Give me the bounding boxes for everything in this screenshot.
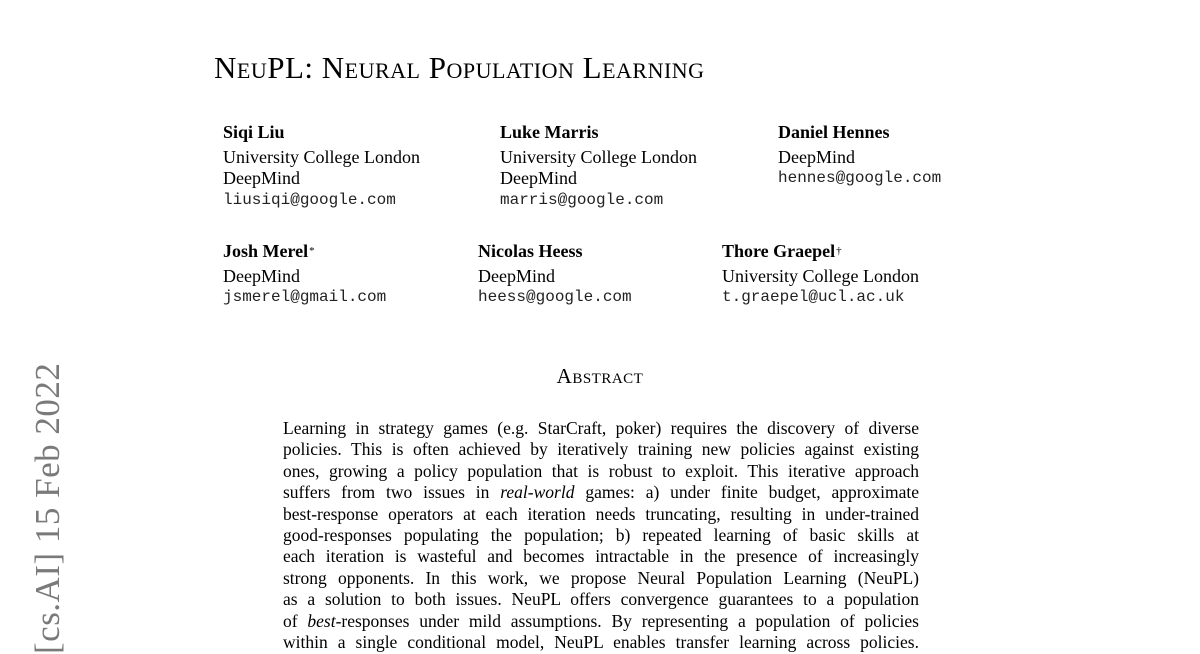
author-block — [223, 241, 386, 309]
author-name: Nicolas Heess — [478, 241, 583, 261]
author-affiliation: DeepMind — [223, 168, 300, 188]
author-name: Daniel Hennes — [778, 122, 890, 142]
paper-title: NeuPL: Neural Population Learning — [214, 50, 705, 85]
author-email: t.graepel@ucl.ac.uk — [722, 288, 905, 306]
arxiv-side-stamp: [cs.AI] 15 Feb 2022 — [28, 362, 67, 654]
abstract-line: strong opponents. In this work, we propose Neural Population Learning (NeuPL) — [283, 567, 919, 588]
author-email: liusiqi@google.com — [223, 190, 396, 209]
abstract-heading: Abstract — [556, 364, 644, 388]
author-affiliation: University College London — [722, 265, 919, 286]
abstract-line: best-response operators at each iteration needs truncating, resulting in under-trained — [283, 503, 919, 524]
author-footnote-mark: * — [309, 245, 315, 257]
author-affiliation: DeepMind — [500, 168, 577, 188]
abstract-line: ones, growing a policy population that is robust to exploit. This iterative approach — [283, 460, 919, 481]
abstract-line: each iteration is wasteful and becomes intractable in the presence of increasingly — [283, 546, 919, 567]
italic-term: best — [307, 610, 336, 631]
author-affiliation: DeepMind — [478, 265, 555, 286]
abstract-line: suffers from two issues in real-world games: a) under finite budget, approximate — [283, 482, 919, 503]
author-affiliation: DeepMind — [778, 146, 855, 167]
abstract-body — [283, 418, 919, 653]
author-block — [722, 241, 919, 309]
abstract-line: Learning in strategy games (e.g. StarCraft, poker) requires the discovery of diverse — [283, 418, 919, 438]
author-email: marris@google.com — [500, 190, 664, 209]
abstract-line: within a single conditional model, NeuPL enables transfer learning across policies. — [283, 632, 919, 653]
author-name: Thore Graepel† — [722, 241, 842, 261]
abstract-line: of best-responses under mild assumptions. By representing a population of policies — [283, 610, 919, 631]
author-email: hennes@google.com — [778, 169, 942, 187]
author-affiliation: University College London — [500, 146, 697, 167]
author-affiliation: DeepMind — [223, 265, 300, 286]
author-email: heess@google.com — [478, 288, 632, 306]
author-email: jsmerel@gmail.com — [223, 288, 387, 306]
author-name: Luke Marris — [500, 122, 599, 142]
author-block — [500, 122, 697, 211]
author-block — [223, 122, 420, 211]
author-affiliation: University College London — [223, 146, 420, 167]
author-block — [778, 122, 941, 190]
author-name: Siqi Liu — [223, 122, 285, 142]
abstract-line: good-responses populating the population; b) repeated learning of basic skills at — [283, 525, 919, 546]
author-footnote-mark: † — [836, 245, 842, 257]
abstract-line: policies. This is often achieved by iteratively training new policies against existing — [283, 439, 919, 460]
author-block — [478, 241, 632, 309]
abstract-line: as a solution to both issues. NeuPL offers convergence guarantees to a population — [283, 589, 919, 610]
italic-term: real-world — [500, 482, 575, 503]
author-name: Josh Merel* — [223, 241, 315, 261]
